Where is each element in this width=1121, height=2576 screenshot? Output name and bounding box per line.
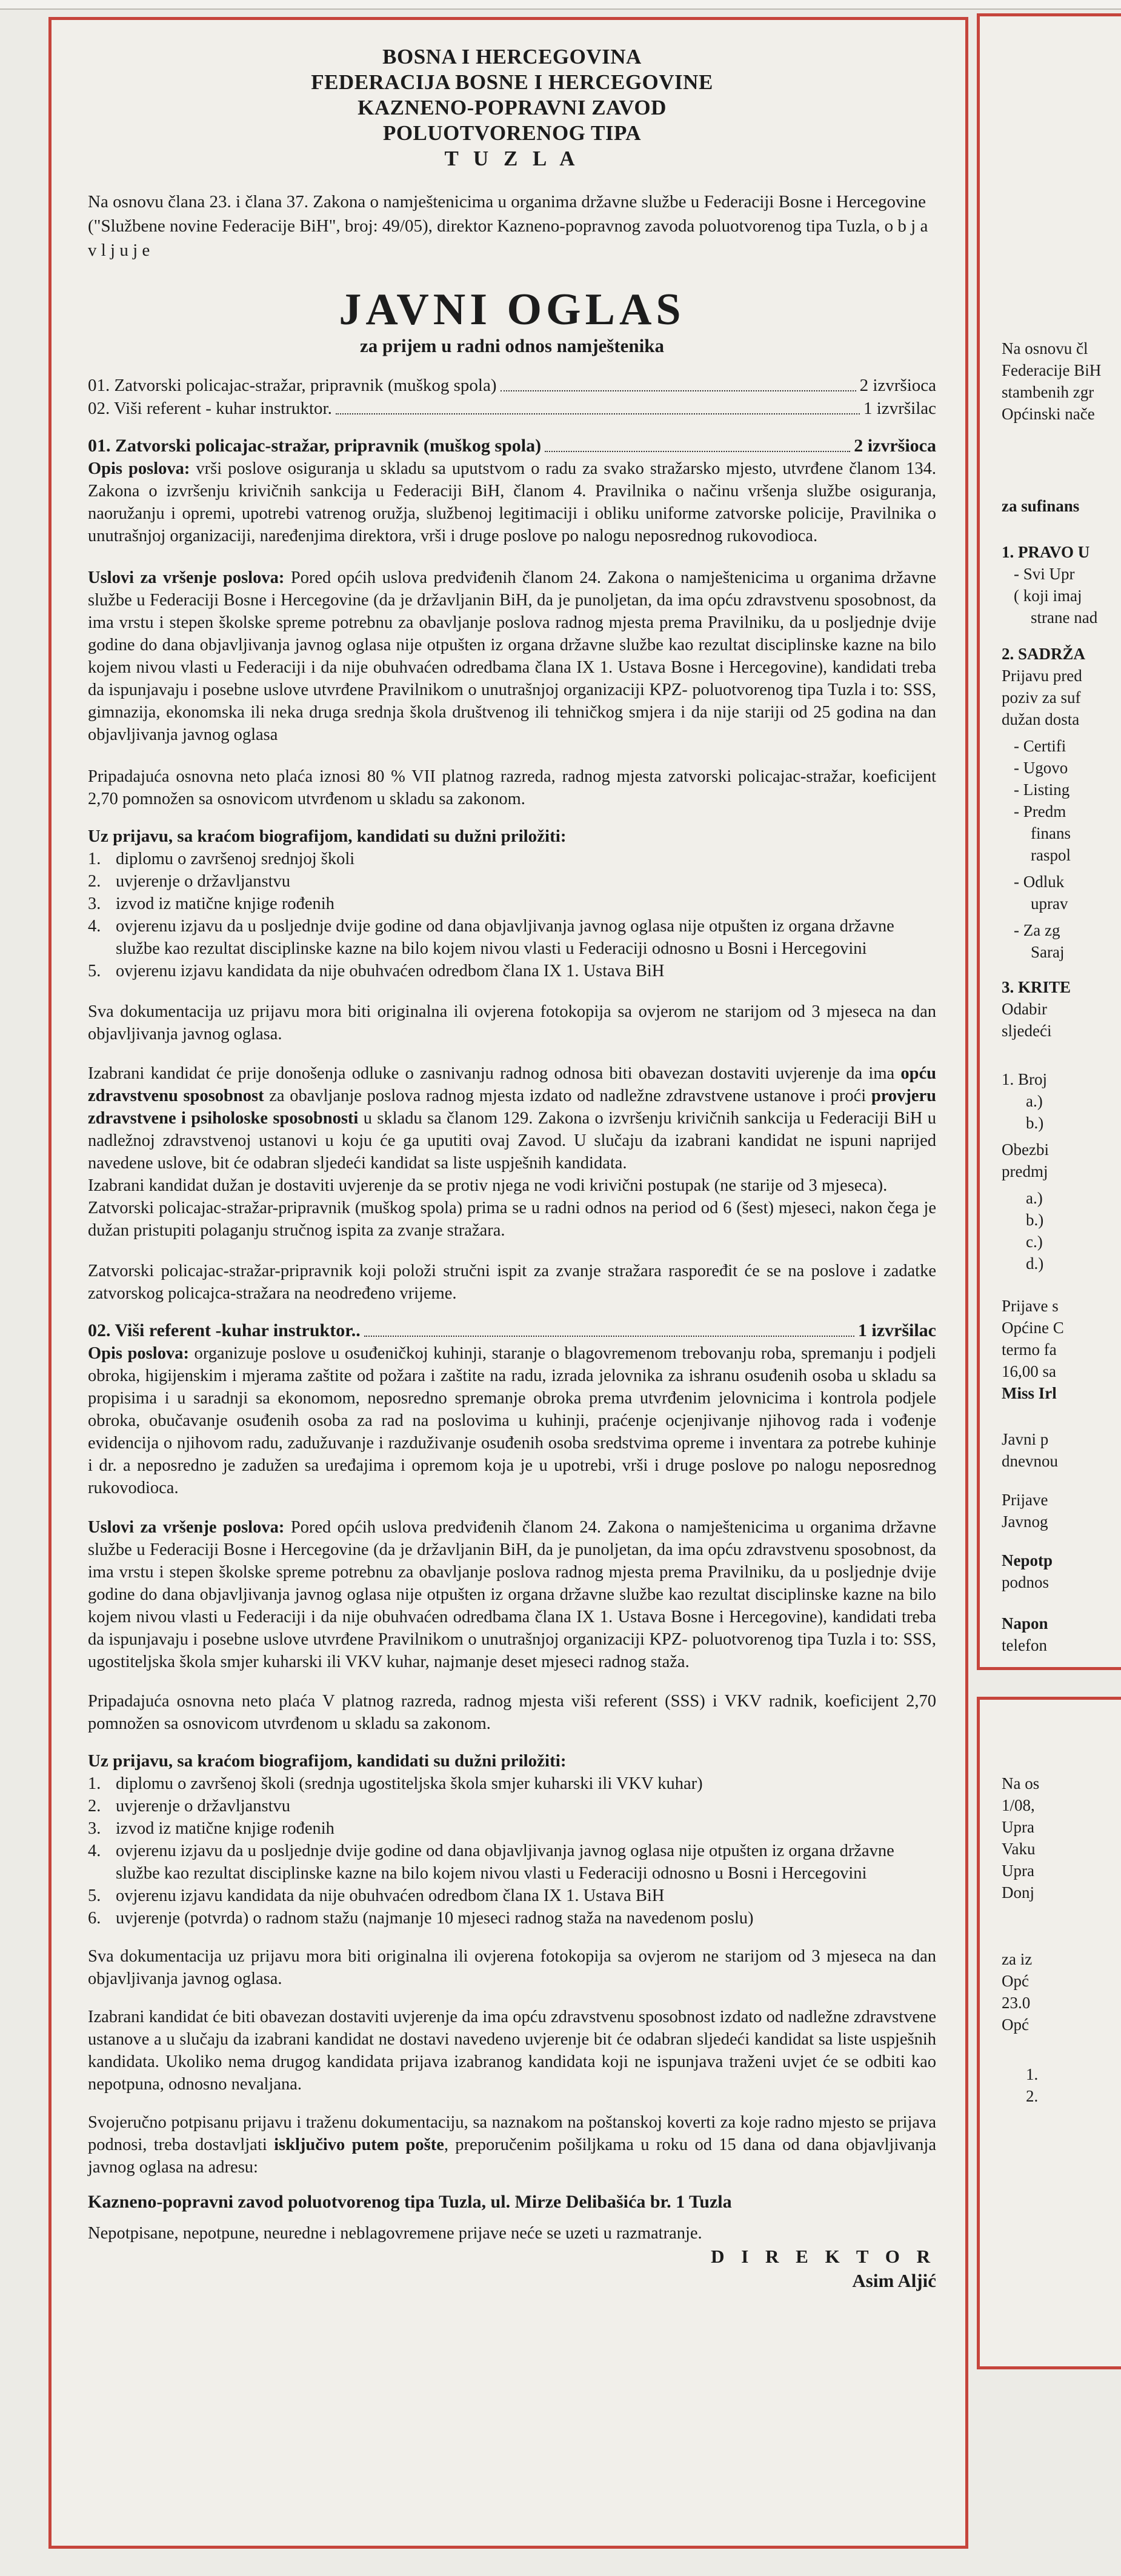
position-2-count: 1 izvršilac [857,1320,936,1340]
header-line-3: KAZNENO-POPRAVNI ZAVOD [358,96,667,119]
position-2-docs-heading: Uz prijavu, sa kraćom biografijom, kandidati su dužni priložiti: [88,1751,567,1771]
list-number: 5. [88,1886,101,1905]
fragment-line: - Za zg [1014,921,1060,939]
fragment-line: 1/08, [1002,1796,1035,1814]
fragment-line: - Ugovo [1014,759,1068,777]
fragment-line: Federacije BiH [1002,361,1102,379]
fragment-line: Općine C [1002,1319,1064,1337]
fragment-line: d.) [1026,1254,1044,1273]
fragment-line: - Listing [1014,780,1070,799]
text-emphasis: isključivo putem pošte [274,2135,444,2154]
text-part: u skladu sa članom 129. Zakona o izvršenju krivičnih sankcija u Federaciji BiH u nadležnoj zdravstvenoj ustanovi u koju će ga uputiti ovaj Zavod. U slučaju da izabrani kandidat ne ispuni naprijed navedene uslove, bit će odabran sljedeći kandidat sa liste uspješnih kandidata. [88,1109,936,1173]
summary-count: 1 izvršilac [863,399,936,418]
dot-leader [501,374,856,391]
list-item [88,1817,936,1840]
fragment-line: sljedeći [1002,1022,1052,1040]
text-part: Izabrani kandidat će prije donošenja odluke o zasnivanju radnog odnosa biti obavezan dostaviti uvjerenje da ima [88,1064,901,1083]
header-line-1: BOSNA I HERCEGOVINA [382,45,642,68]
advert-subtitle: za prijem u radni odnos namještenika [359,335,665,356]
position-1-heading [88,434,936,458]
uslovi-text: Pored općih uslova predviđenih članom 24. Zakona o namještenicima u organima državne službe u Federaciji Bosne i Hercegovine (da je državljanin BiH, da je punoljetan, da ima opću zdravstvenu sposobnost, da ima vrstu i stepen školske spreme potrebnu za obavljanje poslova radnog mjesta prema Pravilniku, da u posljednje dvije godine do dana objavljivanja javnog oglasa nije otpušten iz organa državne službe kao rezultat disciplinske kazne na bilo kojem nivou vlasti u Federaciji i da nije obuhvaćen odredbama člana IX 1. Ustava Bosne i Hercegovine), kandidati treba da ispunjavaju i posebne uslove utvrđene Pravilnikom o unutrašnjoj organizaciji KPZ- poluotvorenog tipa Tuzla i to: SSS, gimnazija, ekonomska ili neka druga srednja škola društvenog ili tehničkog smjera i da nije stariji od 25 godina na dan objavljivanja javnog oglasa [88,568,937,744]
list-text: ovjerenu izjavu da u posljednje dvije godine od dana objavljivanja javnog oglasa nije otpušten iz organa državne službe kao rezultat disciplinske kazne na bilo kojem nivou vlasti u Federaciji odnosno u Bosni i Hercegovini [116,917,894,958]
position-1-count: 2 izvršioca [854,436,936,456]
fragment-line: dnevnou [1002,1452,1058,1470]
fragment-line: - Certifi [1014,737,1066,755]
fragment-line: Opć [1002,1972,1029,1990]
list-item [88,1885,936,1907]
summary-row [88,397,936,420]
fragment-line: Javni p [1002,1430,1049,1448]
list-text: ovjerenu izjavu da u posljednje dvije godine od dana objavljivanja javnog oglasa nije otpušten iz organa državne službe kao rezultat disciplinske kazne na bilo kojem nivou vlasti u Federaciji odnosno u Bosni i Hercegovini [116,1842,894,1883]
fragment-line: Upra [1002,1818,1034,1836]
text-emphasis: provjeru zdravstvene i psiholoske sposobnosti [88,1087,936,1128]
list-number: 4. [88,917,101,936]
fragment-line: b.) [1026,1114,1044,1132]
list-number: 3. [88,1819,101,1838]
opis-text: vrši poslove osiguranja u skladu sa uputstvom o radu za svako stražarsko mjesto, utvrđene članom 134. Zakona o izvršenju krivičnih sankcija u Federaciji BiH, članom 4. Pravilnika o načinu vršenja službe osiguranja, naoružanju i opremi, upotrebi vatrenog oružja, službenoj legitimaciji i obliku uniforme zatvorske policije, Pravilnika o unutrašnjoj organizaciji, naređenjima direktora, vrši i druge poslove po nalogu neposrednog rukovodioca. [88,459,936,545]
fragment-line: - Odluk [1014,873,1065,891]
fragment-line: Općinski nače [1002,405,1095,423]
job-advert-box [48,17,968,2549]
fragment-line: dužan dosta [1002,710,1080,728]
fragment-line: Saraj [1031,943,1065,961]
fragment-line: Obezbi [1002,1140,1049,1159]
list-item [88,1907,936,1929]
list-number: 2. [88,872,101,891]
fragment-line: poziv za suf [1002,688,1081,707]
summary-row [88,374,936,397]
position-1-docs-list [88,848,936,982]
fragment-line: termo fa [1002,1340,1057,1359]
positions-summary [88,374,936,420]
list-number: 6. [88,1909,101,1928]
list-text: diplomu o završenoj srednjoj školi [116,850,355,868]
list-text: uvjerenje o državljanstvu [116,872,291,891]
position-1-selected-candidate [88,1062,936,1174]
summary-label: 02. Viši referent - kuhar instruktor. [88,399,332,418]
position-2-title: 02. Viši referent -kuhar instruktor.. [88,1320,361,1340]
position-1-description [88,458,936,547]
fragment-line: raspol [1031,846,1071,864]
fragment-line: Prijavu pred [1002,667,1082,685]
position-1-criminal-record-note: Izabrani kandidat dužan je dostaviti uvjerenje da se protiv njega ne vodi krivični postupak (ne starije od 3 mjeseca). [88,1176,888,1195]
header-line-5: T U Z L A [444,147,580,170]
position-1-documentation-note: Sva dokumentacija uz prijavu mora biti originalna ili ovjerena fotokopija sa ovjerom ne starijom od 3 mjeseca na dan objavljivanja javnog oglasa. [88,1002,936,1043]
adjacent-advert-2 [977,1697,1121,2369]
position-2-conditions [88,1516,936,1673]
position-2-heading [88,1319,936,1342]
fragment-line: Na os [1002,1774,1040,1792]
text-emphasis: opću zdravstvenu sposobnost [88,1064,936,1105]
position-2-salary: Pripadajuća osnovna neto plaća V platnog razreda, radnog mjesta viši referent (SSS) i VKV radnik, koeficijent 2,70 pomnožen sa osnovicom utvrđenom u skladu sa zakonom. [88,1692,936,1733]
fragment-line: Donj [1002,1883,1034,1902]
position-2-selected-candidate: Izabrani kandidat će biti obavezan dostaviti uvjerenje da ima opću zdravstvenu sposobnost izdato od nadležne zdravstvene ustanove a u slučaju da izabrani kandidat ne dostavi navedeno uvjerenje bit će odabran sljedeći kandidat sa liste uspješnih kandidata. Ukoliko nema drugog kandidata prijava izabranog kandidata koji ne ispunjava traženi uvjet će se odbiti kao nepotpuna, odnosno nevaljana. [88,2008,936,2094]
fragment-line: Opć [1002,2015,1029,2034]
position-1-title: 01. Zatvorski policajac-stražar, pripravnik (muškog spola) [88,436,542,456]
list-number: 4. [88,1842,101,1860]
summary-count: 2 izvršioca [859,376,936,395]
fragment-line: Napon [1002,1614,1048,1632]
position-1-docs-heading: Uz prijavu, sa kraćom biografijom, kandidati su dužni priložiti: [88,827,567,846]
list-item [88,870,936,893]
fragment-line: a.) [1026,1092,1043,1110]
list-number: 5. [88,962,101,980]
fragment-line: 2. [1026,2087,1039,2105]
uslovi-label: Uslovi za vršenje poslova: [88,1518,285,1537]
list-number: 1. [88,850,101,868]
list-number: 2. [88,1797,101,1816]
position-1-conditions [88,567,936,746]
position-2-docs-list [88,1772,936,1929]
fragment-line: za iz [1002,1950,1033,1968]
fragment-line: 2. SADRŽA [1002,645,1086,663]
opis-label: Opis poslova: [88,1344,189,1363]
fragment-line: Upra [1002,1862,1034,1880]
position-1-salary: Pripadajuća osnovna neto plaća iznosi 80 % VII platnog razreda, radnog mjesta zatvorski policajac-stražar, koeficijent 2,70 pomnožen sa osnovicom utvrđenom u skladu sa zakonom. [88,767,936,808]
fragment-line: Vaku [1002,1840,1036,1858]
fragment-line: Miss Irl [1002,1384,1057,1402]
advert-title: JAVNI OGLAS [339,285,685,334]
fragment-line: Nepotp [1002,1551,1053,1569]
fragment-line: - Svi Upr [1014,565,1075,583]
list-number: 3. [88,894,101,913]
summary-label: 01. Zatvorski policajac-stražar, pripravnik (muškog spola) [88,376,497,395]
fragment-line: 1. [1026,2065,1039,2083]
opis-label: Opis poslova: [88,459,190,478]
fragment-line: 16,00 sa [1002,1362,1056,1380]
fragment-line: finans [1031,824,1071,842]
fragment-line: 23.0 [1002,1994,1031,2012]
position-2-description [88,1342,936,1499]
position-1-trainee-note: Zatvorski policajac-stražar-pripravnik (muškog spola) prima se u radni odnos na period od 6 (šest) mjeseci, nakon čega je dužan pristupiti polaganju stručnog ispita za zvanje stražara. [88,1199,936,1240]
intro-paragraph: Na osnovu člana 23. i člana 37. Zakona o namještenicima u organima državne službe u Federaciji Bosne i Hercegovine ("Službene novine Federacije BiH", broj: 49/05), direktor Kazneno-popravnog zavoda poluotvorenog tipa Tuzla, o b j a v l j u j e [88,192,928,260]
signatory-title: D I R E K T O R [711,2246,936,2267]
fragment-line: Na osnovu čl [1002,339,1088,358]
incomplete-applications-note: Nepotpisane, nepotpune, neuredne i neblagovremene prijave neće se uzeti u razmatranje. [88,2224,702,2243]
position-2-documentation-note: Sva dokumentacija uz prijavu mora biti originalna ili ovjerena fotokopija sa ovjerom ne starijom od 3 mjeseca na dan objavljivanja javnog oglasa. [88,1947,936,1988]
list-number: 1. [88,1774,101,1793]
fragment-line: - Predm [1014,802,1066,820]
fragment-line: podnos [1002,1573,1049,1591]
institution-header [88,44,936,171]
fragment-line: telefon [1002,1636,1047,1654]
signature-block [88,2245,936,2293]
list-text: ovjerenu izjavu kandidata da nije obuhvaćen odredbom člana IX 1. Ustava BiH [116,1886,665,1905]
fragment-line: stambenih zgr [1002,383,1094,401]
list-text: izvod iz matične knjige rođenih [116,894,334,913]
fragment-line: b.) [1026,1211,1044,1229]
list-text: ovjerenu izjavu kandidata da nije obuhvaćen odredbom člana IX 1. Ustava BiH [116,962,665,980]
list-text: uvjerenje (potvrda) o radnom stažu (najmanje 10 mjeseci radnog staža na navedenom poslu) [116,1909,754,1928]
adjacent-advert-1 [977,13,1121,1670]
fragment-line: strane nad [1031,608,1098,627]
submission-address: Kazneno-popravni zavod poluotvorenog tipa Tuzla, ul. Mirze Delibašića br. 1 Tuzla [88,2192,732,2212]
fragment-line: 1. Broj [1002,1070,1048,1088]
dot-leader [364,1319,854,1337]
header-line-2: FEDERACIJA BOSNE I HERCEGOVINE [311,70,713,94]
list-text: diplomu o završenoj školi (srednja ugostiteljska škola smjer kuharski ili VKV kuhar) [116,1774,703,1793]
list-item [88,1840,936,1885]
uslovi-label: Uslovi za vršenje poslova: [88,568,285,587]
list-item [88,893,936,915]
dot-leader [336,397,860,414]
uslovi-text: Pored općih uslova predviđenih članom 24. Zakona o namještenicima u organima državne službe u Federaciji Bosne i Hercegovine (da je državljanin BiH, da je punoljetan, da ima opću zdravstvenu sposobnost, da ima vrstu i stepen školske spreme potrebnu za obavljanje poslova radnog mjesta prema Pravilniku, da u posljednje dvije godine do dana objavljivanja javnog oglasa nije otpušten iz organa državne službe kao rezultat disciplinske kazne na bilo kojem nivou vlasti u Federaciji i da nije obuhvaćen odredbama člana IX 1. Ustava Bosne i Hercegovine), kandidati treba da ispunjavaju i posebne uslove utvrđene Pravilnikom o unutrašnjoj organizaciji KPZ- poluotvorenog tipa Tuzla i to: SSS, ugostiteljska škola smjer kuharski ili VKV kuhar, najmanje deset mjeseci radnog staža. [88,1518,937,1671]
fragment-line: 3. KRITE [1002,978,1071,996]
list-item [88,915,936,960]
list-item [88,848,936,870]
column-gap [977,1672,1121,1687]
header-line-4: POLUOTVORENOG TIPA [382,121,642,145]
list-item [88,1795,936,1817]
list-item [88,960,936,982]
fragment-line: uprav [1031,894,1068,913]
list-item [88,1772,936,1795]
advert-content [88,44,936,2293]
position-1-exam-note: Zatvorski policajac-stražar-pripravnik koji položi stručni ispit za zvanje stražara raspoređit će se na poslove i zadatke zatvorskog policajca-stražara na neodređeno vrijeme. [88,1262,936,1303]
signatory-name: Asim Aljić [852,2270,936,2291]
fragment-line: Prijave s [1002,1297,1059,1315]
fragment-line: c.) [1026,1233,1043,1251]
text-part: za obavljanje poslova radnog mjesta izdato od nadležne zdravstvene ustanove i proći [264,1087,871,1105]
fragment-line: Javnog [1002,1513,1048,1531]
fragment-line: a.) [1026,1189,1043,1207]
fragment-line: 1. PRAVO U [1002,543,1090,561]
text-part: Svojeručno potpisanu prijavu i traženu dokumentaciju, sa naznakom na poštanskoj koverti za koje radno mjesto se prijava podnosi, treba dostavljati [88,2113,936,2154]
list-text: uvjerenje o državljanstvu [116,1797,291,1816]
list-text: izvod iz matične knjige rođenih [116,1819,334,1838]
text-part: , preporučenim pošiljkama u roku od 15 dana od dana objavljivanja javnog oglasa na adresu: [88,2135,936,2177]
opis-text: organizuje poslove u osuđeničkoj kuhinji, staranje o blagovremenom trebovanju roba, spremanju i podjeli obroka, higijenskim i mjerama zaštite od požara i zaštite na radu, izrada jelovnika za ishranu osuđenih osoba u skladu sa propisima i u saradnji sa ekonomom, neposredno spremanje obroka prema utvrđenim jelovnicima i kontrola podjele obroka, obučavanje osuđenih osoba za rad na poslovima u kuhinji, praćenje ocjenjivanje njihovog rada i vođenje evidencija o njihovom radu, zadužuvanje i razduživanje osuđenih osoba sredstvima opreme i inventara za potrebe kuhinje i dr. a neposredno je zadužen sa uređajima i opremom koja je u upotrebi, vrši i druge poslove po nalogu neposrednog rukovodioca. [88,1344,936,1497]
fragment-line: ( koji imaj [1014,587,1082,605]
fragment-line: predmj [1002,1162,1048,1180]
dot-leader [545,434,850,452]
fragment-line: Prijave [1002,1491,1048,1509]
top-rule [0,0,1121,10]
fragment-line: Odabir [1002,1000,1047,1018]
fragment-line: za sufinans [1002,497,1080,515]
submission-instructions [88,2111,936,2178]
